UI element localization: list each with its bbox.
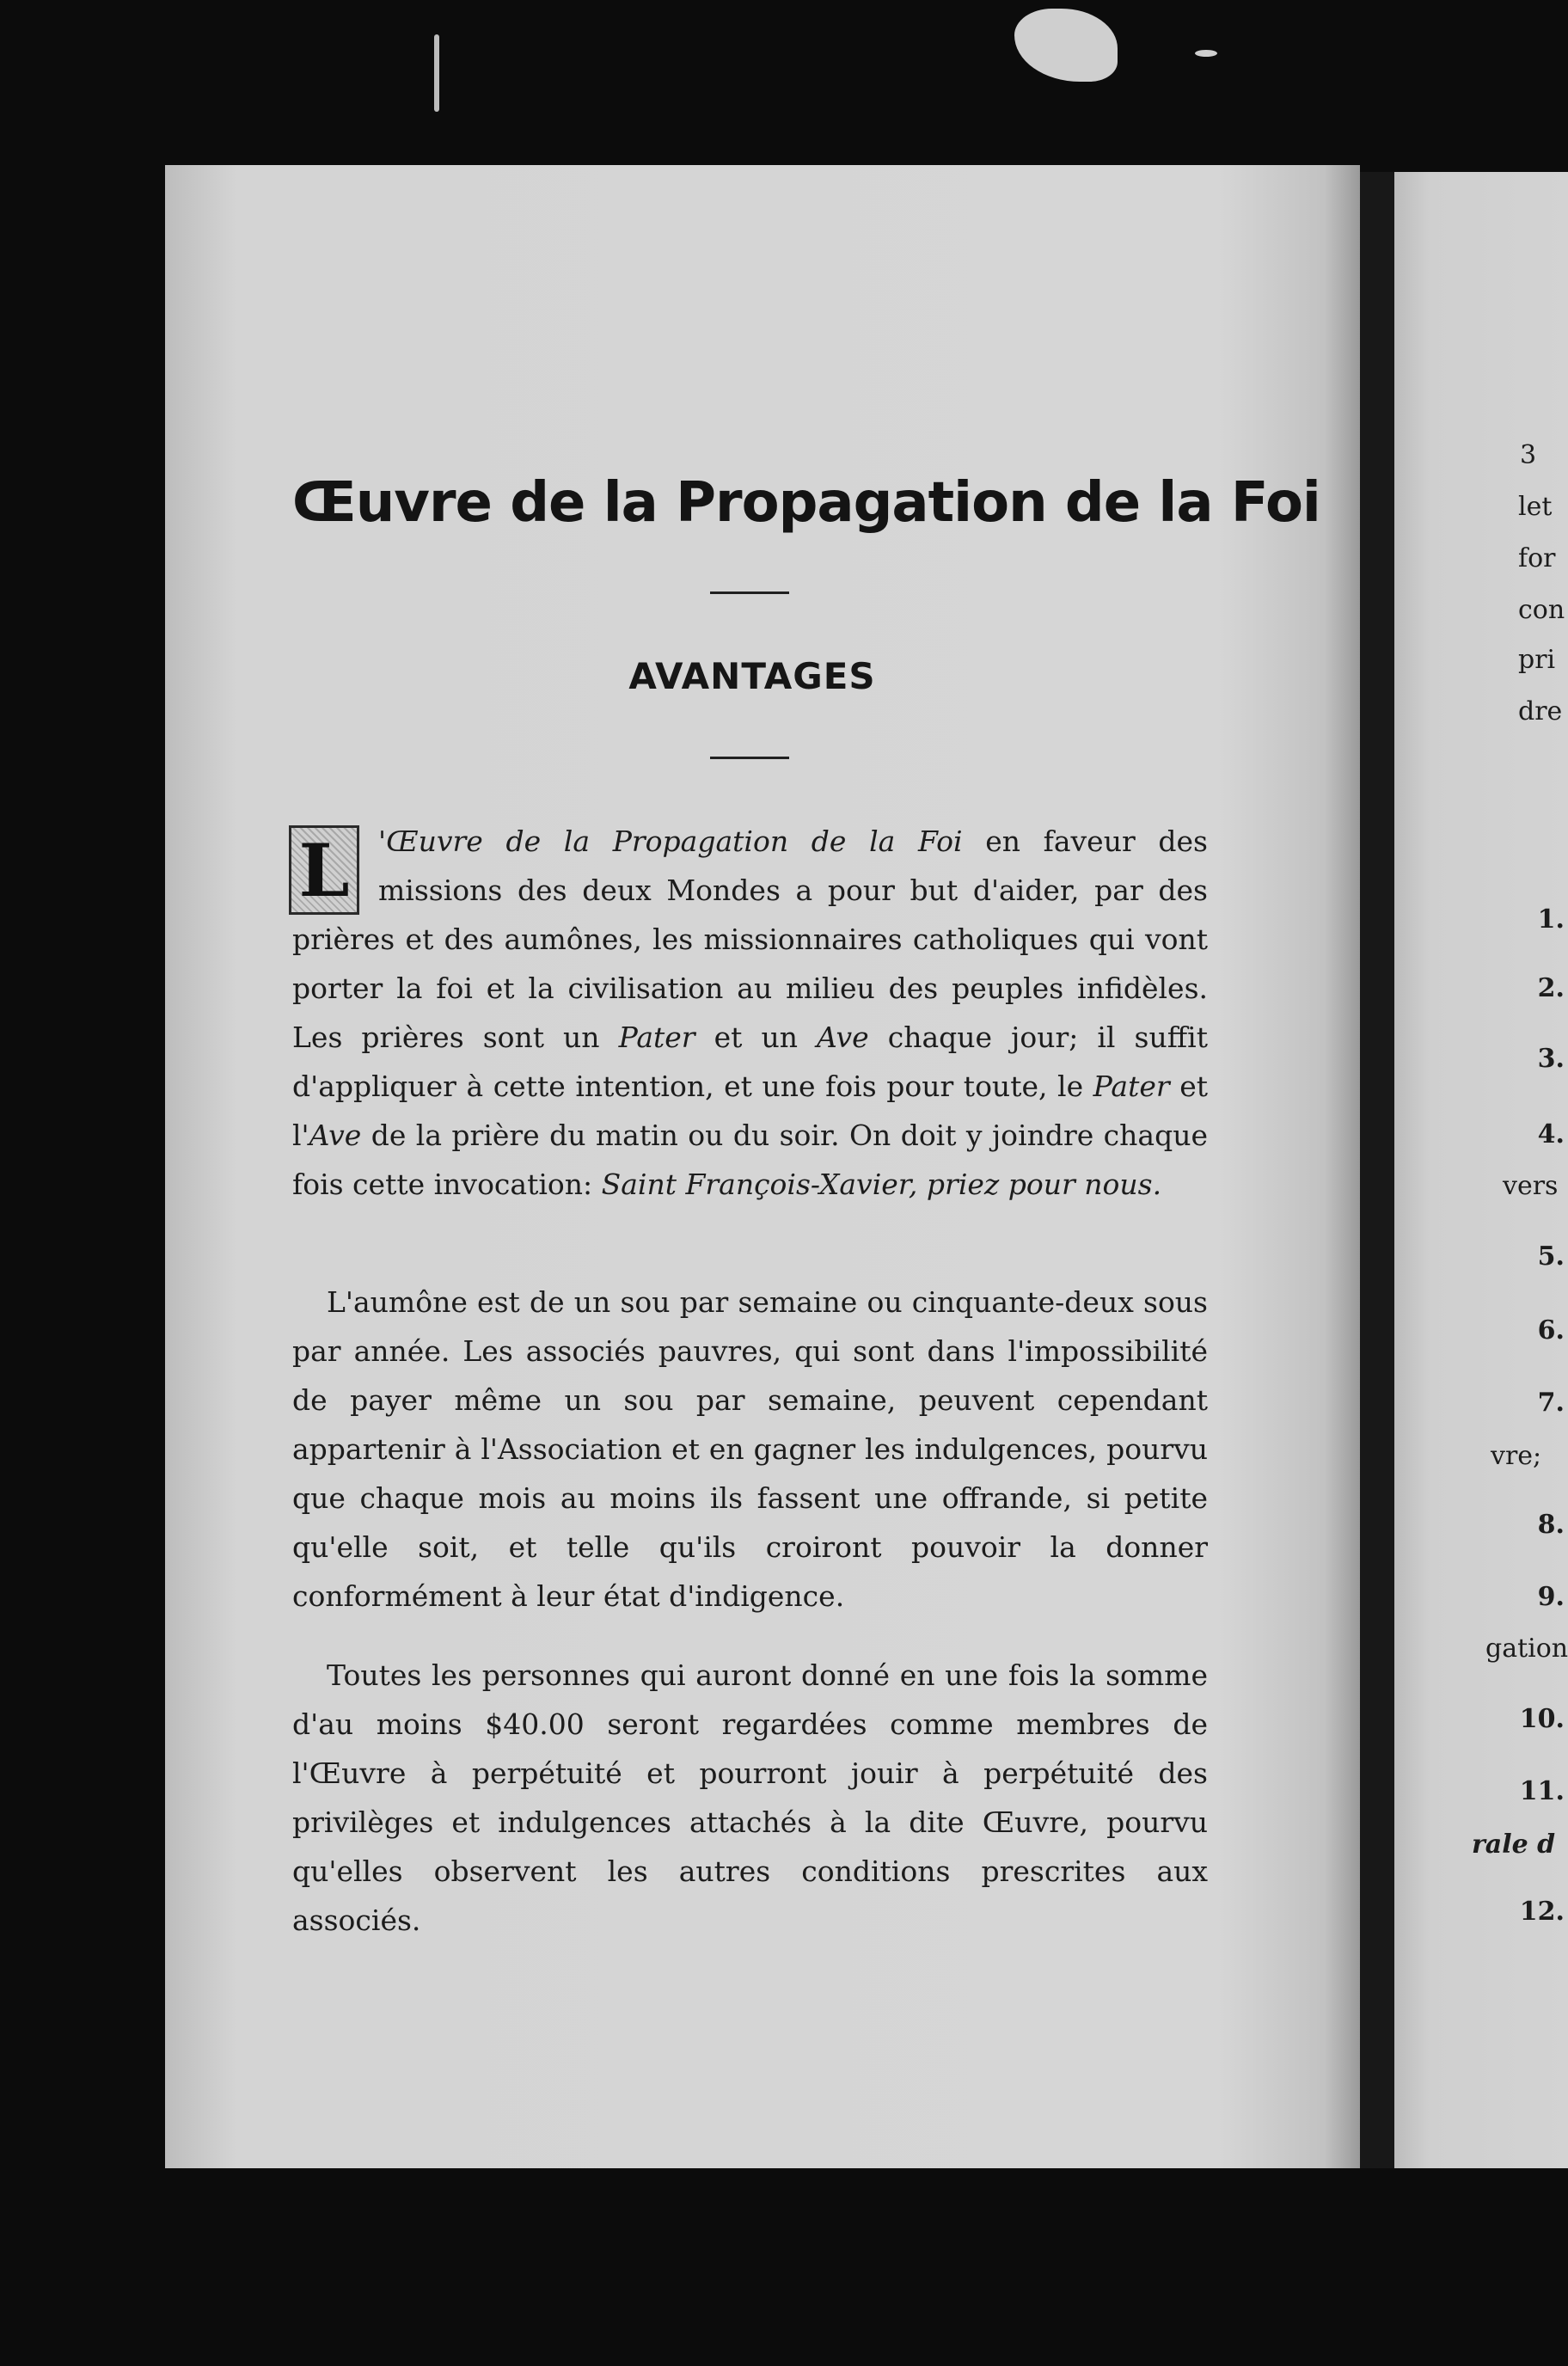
- italic-term: Pater: [1093, 1070, 1170, 1103]
- right-list-number: 6.: [1537, 1315, 1565, 1345]
- right-list-number: 2.: [1537, 973, 1565, 1003]
- right-list-number: 11.: [1519, 1776, 1565, 1806]
- right-fragment: 3: [1520, 440, 1537, 470]
- right-list-number: 8.: [1537, 1510, 1565, 1540]
- right-list-number: 9.: [1537, 1582, 1565, 1612]
- italic-term: Ave: [309, 1119, 362, 1152]
- page-title: Œuvre de la Propagation de la Foi: [292, 471, 1320, 535]
- right-list-number: 7.: [1537, 1388, 1565, 1418]
- italic-lead: 'Œuvre de la Propagation de la Foi: [378, 824, 963, 858]
- section-divider: [710, 757, 789, 759]
- section-heading: AVANTAGES: [628, 655, 876, 697]
- paragraph-text: chaque jour; il suffit d'appliquer à cette intention, et une fois pour toute, le: [292, 1021, 1208, 1103]
- italic-term: Pater: [618, 1021, 695, 1054]
- decorative-initial: L: [289, 825, 359, 915]
- right-list-number: 3.: [1537, 1044, 1565, 1074]
- right-list-number: 10.: [1519, 1704, 1565, 1734]
- right-fragment: let: [1518, 492, 1553, 522]
- right-fragment: rale d: [1472, 1830, 1556, 1860]
- paragraph-text: de la prière du matin ou du soir. On doit y joindre chaque fois cette invocation:: [292, 1119, 1208, 1201]
- right-fragment: pri: [1518, 645, 1556, 675]
- right-fragment: for: [1518, 543, 1556, 573]
- right-fragment: con: [1518, 595, 1565, 625]
- page-gutter: [1360, 172, 1394, 2168]
- right-page: [1394, 172, 1568, 2168]
- paragraph-2: L'aumône est de un sou par semaine ou cinquante-deux sous par année. Les associés pauvres, qui sont dans l'impossibilité de payer même un sou par semaine, peuvent cependant appartenir à l'Association et en gagner les indulgences, pourvu que chaque mois au moins ils fassent une offrande, si petite qu'elle soit, et telle qu'ils croiront pouvoir la donner conformément à leur état d'indigence.: [292, 1285, 1208, 1613]
- scan-debris: [434, 34, 439, 112]
- italic-term: Ave: [817, 1021, 869, 1054]
- scan-debris: [1014, 9, 1118, 82]
- right-fragment: gation: [1485, 1634, 1568, 1664]
- paragraph-text: en faveur des missions des deux Mondes a pour but d'aider, par des prières et des aumônes, les missionnaires catholiques qui vont porter la foi et la civilisation au milieu des peuples infidèles. Les prières sont un: [292, 824, 1208, 1054]
- right-list-number: 12.: [1519, 1897, 1565, 1927]
- title-divider: [710, 592, 789, 594]
- paragraph-1: [292, 817, 1208, 1209]
- right-fragment: vers: [1503, 1171, 1559, 1201]
- paragraph-3: Toutes les personnes qui auront donné en une fois la somme d'au moins $40.00 seront regardées comme membres de l'Œuvre à perpétuité et pourront jouir à perpétuité des privilèges et indulgences attachés à la dite Œuvre, pourvu qu'elles observent les autres conditions prescrites aux associés.: [292, 1658, 1208, 1937]
- right-list-number: 4.: [1537, 1119, 1565, 1149]
- right-fragment: vre;: [1491, 1441, 1542, 1471]
- invocation: Saint François-Xavier, priez pour nous.: [601, 1168, 1162, 1201]
- paragraph-text: et l': [292, 1070, 1208, 1152]
- right-list-number: 5.: [1537, 1241, 1565, 1272]
- paragraph-text: et un: [695, 1021, 818, 1054]
- scan-debris: [1195, 50, 1217, 57]
- right-fragment: dre: [1518, 696, 1563, 726]
- right-list-number: 1.: [1537, 904, 1565, 935]
